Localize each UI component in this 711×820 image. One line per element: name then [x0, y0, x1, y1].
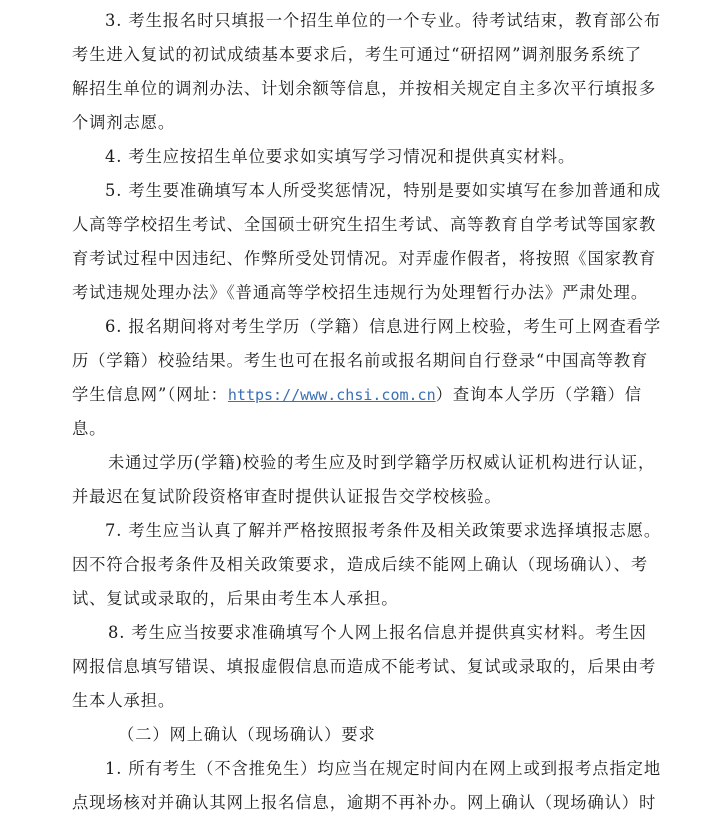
section-2-paragraph-1-line-1: 1. 所有考生（不含推免生）均应当在规定时间内在网上或到报考点指定地 — [105, 759, 662, 778]
paragraph-6b-line-1: 未通过学历(学籍)校验的考生应及时到学籍学历权威认证机构进行认证， — [108, 453, 656, 472]
paragraph-5-line-1: 5. 考生要准确填写本人所受奖惩情况，特别是要如实填写在参加普通和成 — [105, 181, 662, 200]
paragraph-3-line-1: 3. 考生报名时只填报一个招生单位的一个专业。待考试结束，教育部公布 — [105, 11, 662, 30]
paragraph-6-line-2: 历（学籍）校验结果。考生也可在报名前或报名期间自行登录“中国高等教育 — [72, 351, 649, 370]
paragraph-5-line-3: 育考试过程中因违纪、作弊所受处罚情况。对弄虚作假者，将按照《国家教育 — [72, 249, 657, 268]
paragraph-6-line-1: 6. 报名期间将对考生学历（学籍）信息进行网上校验，考生可上网查看学 — [105, 317, 662, 336]
paragraph-4-line-1: 4. 考生应按招生单位要求如实填写学习情况和提供真实材料。 — [105, 147, 576, 166]
paragraph-3-line-2: 考生进入复试的初试成绩基本要求后，考生可通过“研招网”调剂服务系统了 — [72, 45, 642, 64]
paragraph-8-line-1: 8. 考生应当按要求准确填写个人网上报名信息并提供真实材料。考生因 — [108, 623, 647, 642]
paragraph-8-line-2: 网报信息填写错误、填报虚假信息而造成不能考试、复试或录取的，后果由考 — [72, 657, 657, 676]
paragraph-6-line-3-suffix: ）查询本人学历（学籍）信 — [435, 385, 642, 404]
paragraph-6-line-3 — [72, 378, 642, 412]
paragraph-7-line-3: 试、复试或录取的，后果由考生本人承担。 — [72, 589, 399, 608]
paragraph-6-line-3-prefix: 学生信息网”（网址： — [72, 385, 228, 404]
paragraph-7-line-1: 7. 考生应当认真了解并严格按照报考条件及相关政策要求选择填报志愿。 — [105, 521, 662, 540]
paragraph-6-line-4: 息。 — [72, 419, 107, 438]
section-2-heading: （二）网上确认（现场确认）要求 — [118, 725, 376, 744]
paragraph-3-line-4: 个调剂志愿。 — [72, 113, 176, 132]
chsi-website-link[interactable]: https://www.chsi.com.cn — [227, 386, 436, 404]
section-2-paragraph-1-line-2: 点现场核对并确认其网上报名信息，逾期不再补办。网上确认（现场确认）时 — [72, 793, 657, 812]
paragraph-8-line-3: 生本人承担。 — [72, 691, 176, 710]
paragraph-5-line-4: 考试违规处理办法》《普通高等学校招生违规行为处理暂行办法》严肃处理。 — [72, 283, 649, 302]
paragraph-3-line-3: 解招生单位的调剂办法、计划余额等信息，并按相关规定自主多次平行填报多 — [72, 79, 657, 98]
paragraph-7-line-2: 因不符合报考条件及相关政策要求，造成后续不能网上确认（现场确认）、考 — [72, 555, 649, 574]
paragraph-5-line-2: 人高等学校招生考试、全国硕士研究生招生考试、高等教育自学考试等国家教 — [72, 215, 657, 234]
paragraph-6b-line-2: 并最迟在复试阶段资格审查时提供认证报告交学校核验。 — [72, 487, 502, 506]
